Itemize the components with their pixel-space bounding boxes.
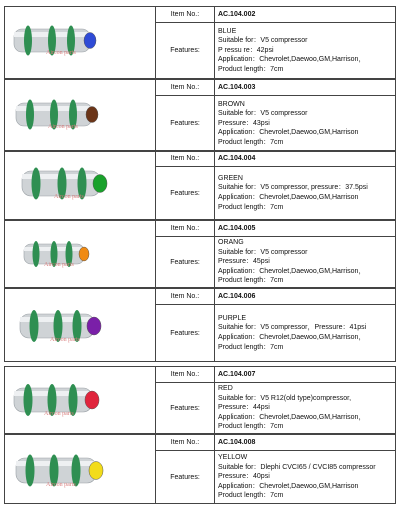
feature-line: Suitable for：V5 compressor	[218, 110, 308, 118]
item-no-label: Item No.:	[156, 289, 215, 305]
feature-line: Product length：7cm	[218, 138, 284, 146]
feature-line: RED	[218, 385, 233, 393]
features-label: Features:	[156, 96, 215, 152]
valve-image	[4, 6, 154, 79]
item-no-label: Item No.:	[156, 80, 215, 96]
item-no-label: Item No.:	[156, 435, 215, 451]
features-label: Features:	[156, 305, 215, 362]
features-value	[215, 305, 396, 362]
watermark-text: Aircon parts	[44, 411, 74, 417]
feature-line: BROWN	[218, 100, 245, 108]
features-value	[215, 237, 396, 288]
feature-line: Product length：7cm	[218, 277, 284, 285]
feature-line: Pressure：40psi	[218, 473, 270, 481]
valve-cap	[89, 462, 103, 480]
item-no-value: AC.104.004	[215, 151, 396, 167]
item-no-label: Item No.:	[156, 367, 215, 383]
features-value	[215, 96, 396, 152]
watermark-text: Aircon parts	[50, 337, 80, 343]
feature-line: Suitahie for：V5 compressor, pressure：37.5psi	[218, 184, 368, 192]
valve-image	[4, 288, 154, 362]
features-label: Features:	[156, 237, 215, 288]
item-no-value: AC.104.007	[215, 367, 396, 383]
feature-line: Suitable for：V5 R12(old type)compressor,	[218, 394, 352, 402]
feature-line: Pressure：44psi	[218, 404, 270, 412]
features-value	[215, 451, 396, 504]
watermark-text: Aircon parts	[46, 50, 76, 56]
feature-line: Suitahie for：V5 compressor，Pressure：41psi	[218, 324, 367, 332]
valve-image	[4, 366, 154, 434]
product-row	[4, 6, 396, 79]
feature-line: Pressure：43psi	[218, 119, 270, 127]
item-no-value: AC.104.002	[215, 7, 396, 23]
watermark-text: Aircon parts	[48, 124, 78, 130]
feature-line: Pressure：45psi	[218, 258, 270, 266]
item-no-value: AC.104.003	[215, 80, 396, 96]
valve-image	[4, 150, 154, 220]
feature-line: Application：Chevrolet,Daewoo,GM,Harrison，	[218, 413, 366, 421]
feature-line: Application：Chevrolet,Daewoo,GM,Harrison	[218, 129, 359, 137]
feature-line: YELLOW	[218, 454, 248, 462]
watermark-text: Aircon parts	[54, 194, 84, 200]
feature-line: PURPLE	[218, 314, 247, 322]
features-value	[215, 23, 396, 79]
feature-line: P ressu re：42psi	[218, 46, 274, 54]
feature-line: Product length：7cm	[218, 492, 284, 500]
valve-image	[4, 434, 154, 504]
features-value	[215, 383, 396, 434]
feature-line: Suitable for：V5 compressor	[218, 37, 308, 45]
valve-cap	[86, 107, 98, 123]
product-row	[4, 79, 396, 152]
valve-cap	[93, 175, 107, 193]
feature-line: GREEN	[218, 174, 243, 182]
feature-line: Application：Chevrolet,Daewoo,GM,Harrison，	[218, 56, 366, 64]
feature-line: Application：Chevrolet,Daewoo,GM,Harrison，	[218, 267, 366, 275]
item-no-value: AC.104.006	[215, 289, 396, 305]
feature-line: Suitable for：V5 compressor	[218, 248, 308, 256]
valve-image	[4, 79, 154, 152]
feature-line: Application：Chevrolet,Daewoo,GM,Harrison	[218, 482, 359, 490]
watermark-text: Aircon parts	[46, 482, 76, 488]
valve-cap	[84, 33, 96, 49]
feature-line: BLUE	[218, 27, 237, 35]
feature-line: Product length：7cm	[218, 423, 284, 431]
features-value	[215, 167, 396, 220]
product-row	[4, 220, 396, 288]
features-label: Features:	[156, 23, 215, 79]
feature-line: ORANG	[218, 239, 244, 247]
features-label: Features:	[156, 167, 215, 220]
item-no-value: AC.104.005	[215, 221, 396, 237]
watermark-text: Aircon parts	[44, 262, 74, 268]
valve-cap	[87, 317, 101, 335]
item-no-label: Item No.:	[156, 7, 215, 23]
item-no-label: Item No.:	[156, 151, 215, 167]
feature-line: Product length：7cm	[218, 343, 284, 351]
product-row	[4, 288, 396, 362]
valve-cap	[85, 391, 99, 409]
feature-line: Suitable for：Dlephi CVCI65 / CVCI85 compressor	[218, 463, 376, 471]
product-row	[4, 366, 396, 434]
feature-line: Application：Chevrolet,Daewoo,GM,Harrison，	[218, 334, 366, 341]
product-row	[4, 434, 396, 504]
product-row	[4, 150, 396, 220]
item-no-value: AC.104.008	[215, 435, 396, 451]
features-label: Features:	[156, 451, 215, 504]
feature-line: Product length：7cm	[218, 65, 284, 73]
valve-cap	[79, 247, 89, 261]
valve-image	[4, 220, 154, 288]
features-label: Features:	[156, 383, 215, 434]
item-no-label: Item No.:	[156, 221, 215, 237]
feature-line: Product length：7cm	[218, 203, 284, 211]
feature-line: Application：Chevrolet,Daewoo,GM,Harrison	[218, 194, 359, 201]
